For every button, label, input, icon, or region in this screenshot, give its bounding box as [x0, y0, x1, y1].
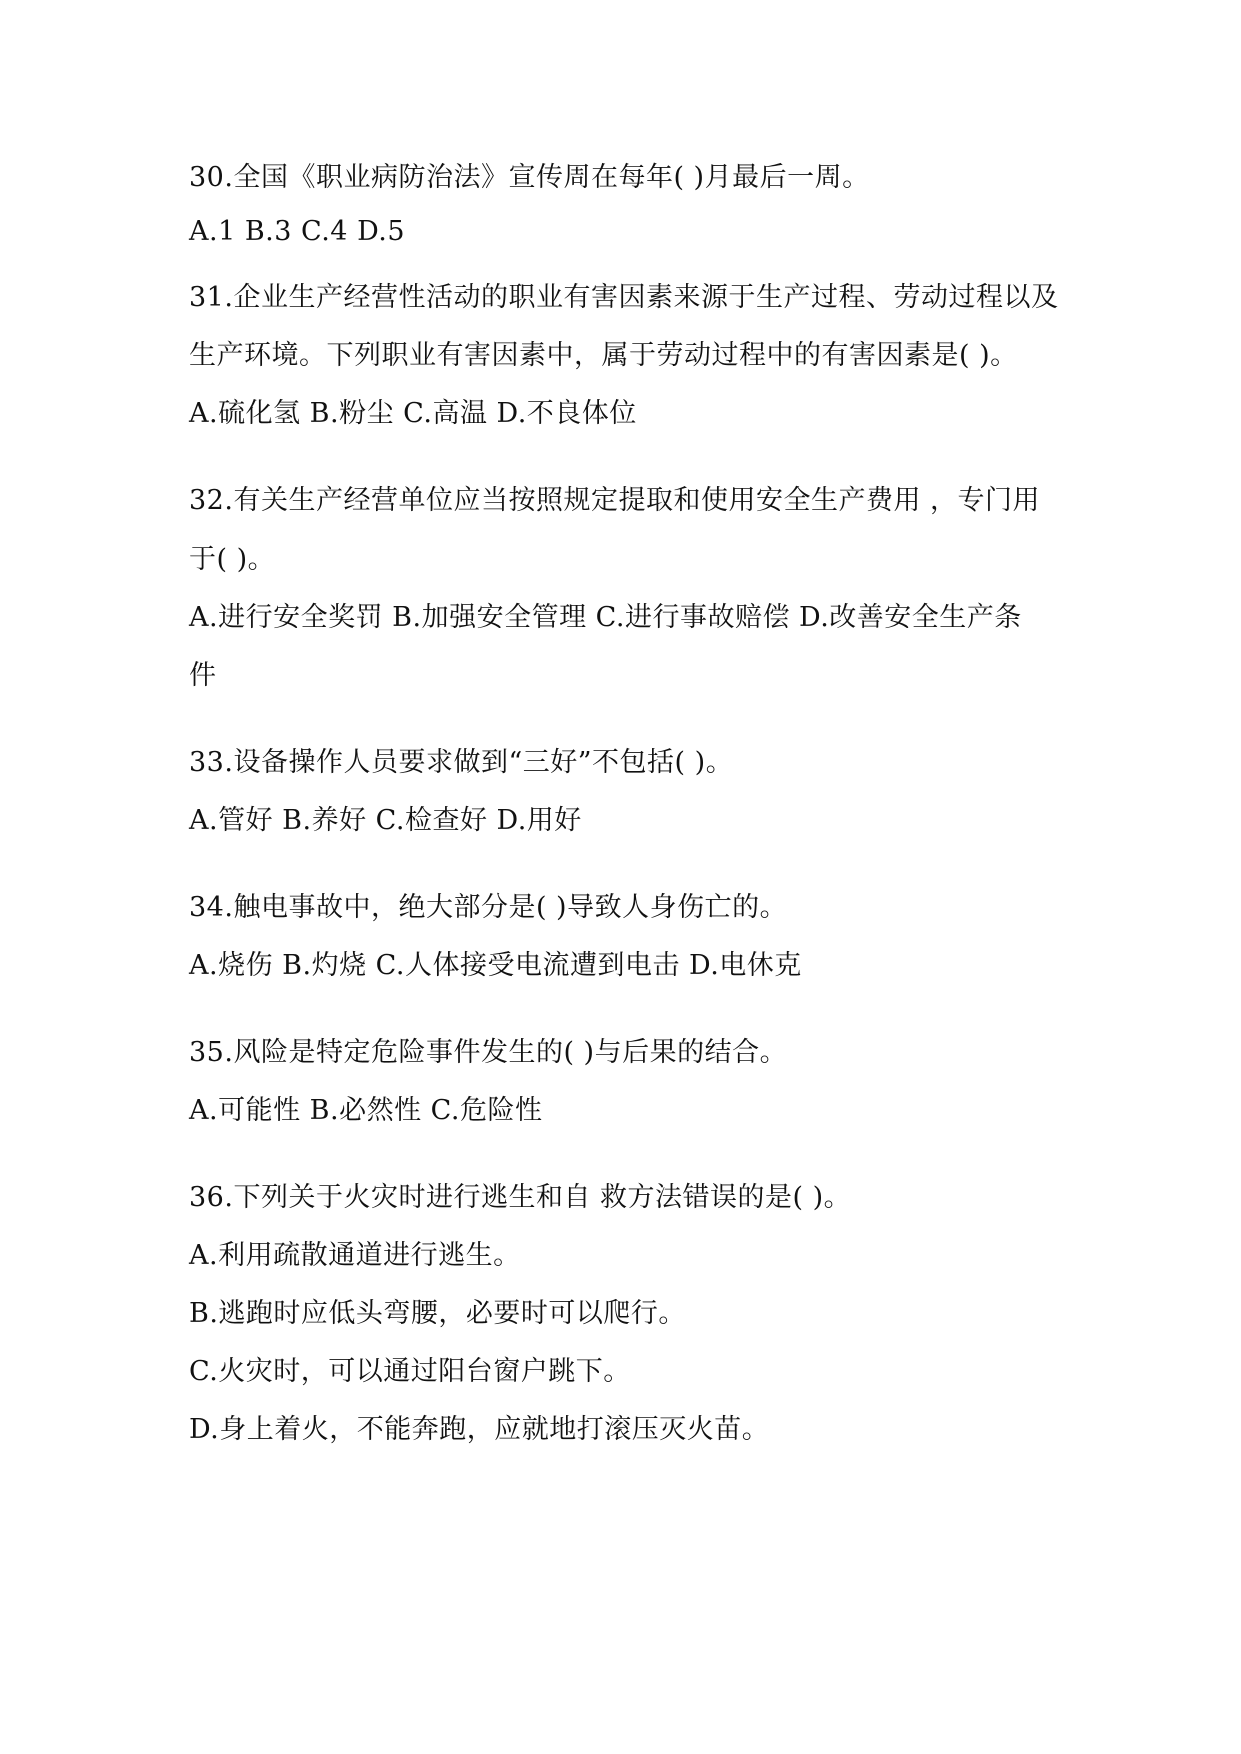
- question-36-option-d: D.身上着火，不能奔跑，应就地打滚压灭火苗。: [189, 1414, 770, 1445]
- question-36-stem: 36.下列关于火灾时进行逃生和自 救方法错误的是( )。: [189, 1182, 852, 1213]
- question-32-stem-line-2: 于( )。: [189, 544, 276, 575]
- question-34-stem: 34.触电事故中，绝大部分是( )导致人身伤亡的。: [189, 892, 788, 923]
- question-31-stem-line-2: 生产环境。下列职业有害因素中，属于劳动过程中的有害因素是( )。: [189, 340, 1018, 371]
- question-30-stem: 30.全国《职业病防治法》宣传周在每年( )月最后一周。: [189, 162, 870, 193]
- question-31-options: A.硫化氢 B.粉尘 C.高温 D.不良体位: [189, 398, 637, 429]
- question-35-stem: 35.风险是特定危险事件发生的( )与后果的结合。: [189, 1037, 788, 1068]
- question-32-stem-line-1: 32.有关生产经营单位应当按照规定提取和使用安全生产费用 ，专门用: [189, 485, 1041, 516]
- question-35-options: A.可能性 B.必然性 C.危险性: [189, 1095, 543, 1126]
- question-36-option-b: B.逃跑时应低头弯腰，必要时可以爬行。: [189, 1298, 686, 1329]
- question-32-options-line-1: A.进行安全奖罚 B.加强安全管理 C.进行事故赔偿 D.改善安全生产条: [189, 602, 1022, 633]
- question-33-stem: 33.设备操作人员要求做到“三好”不包括( )。: [189, 747, 734, 778]
- question-36-option-c: C.火灾时，可以通过阳台窗户跳下。: [189, 1356, 631, 1387]
- question-33-options: A.管好 B.养好 C.检查好 D.用好: [189, 805, 582, 836]
- question-32-options-line-2: 件: [189, 660, 217, 691]
- question-30-options: A.1 B.3 C.4 D.5: [189, 216, 406, 247]
- question-36-option-a: A.利用疏散通道进行逃生。: [189, 1240, 521, 1271]
- question-31-stem-line-1: 31.企业生产经营性活动的职业有害因素来源于生产过程、劳动过程以及: [189, 282, 1059, 313]
- question-34-options: A.烧伤 B.灼烧 C.人体接受电流遭到电击 D.电休克: [189, 950, 802, 981]
